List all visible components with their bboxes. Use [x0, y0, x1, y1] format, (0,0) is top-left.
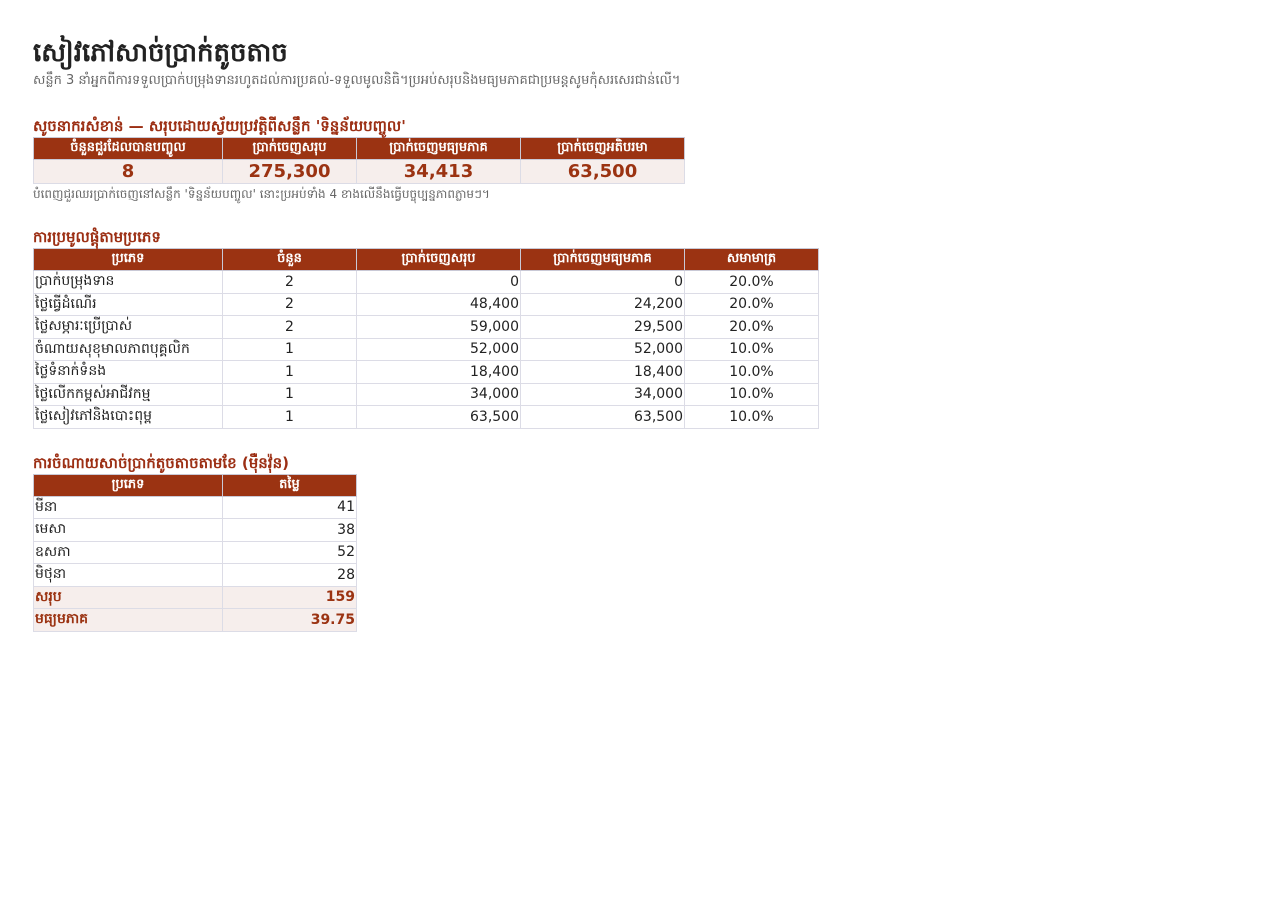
category-cell-count[interactable]: 1	[223, 406, 357, 429]
monthly-header-value[interactable]: តម្លៃ	[223, 474, 357, 496]
monthly-section	[33, 453, 819, 632]
category-cell-ratio[interactable]: 20.0%	[685, 293, 819, 316]
category-cell-average[interactable]: 0	[521, 271, 685, 294]
category-header-type[interactable]: ប្រភេទ	[34, 249, 223, 271]
kpi-header-max-out[interactable]: ប្រាក់ចេញអតិបរមា	[521, 138, 685, 160]
category-cell-count[interactable]: 2	[223, 316, 357, 339]
monthly-header-type[interactable]: ប្រភេទ	[34, 474, 223, 496]
kpi-header-total-out[interactable]: ប្រាក់ចេញសរុប	[223, 138, 357, 160]
kpi-note: បំពេញជួរឈរប្រាក់ចេញនៅសន្លឹក 'ទិន្នន័យបញ្ចូល' នោះប្រអប់ទាំង 4 ខាងលើនឹងធ្វើបច្ចុប្បន្នភាពភ្លាមៗ។	[33, 187, 490, 201]
monthly-cell-value[interactable]: 52	[223, 541, 357, 564]
table-row	[34, 361, 819, 384]
category-cell-total[interactable]: 48,400	[357, 293, 521, 316]
category-cell-average[interactable]: 63,500	[521, 406, 685, 429]
category-section	[33, 227, 819, 429]
category-cell-total[interactable]: 63,500	[357, 406, 521, 429]
monthly-header-row	[34, 474, 357, 496]
kpi-value-rows-entered[interactable]: 8	[34, 160, 223, 184]
kpi-header-average-out[interactable]: ប្រាក់ចេញមធ្យមភាគ	[357, 138, 521, 160]
category-cell-count[interactable]: 1	[223, 338, 357, 361]
category-cell-total[interactable]: 59,000	[357, 316, 521, 339]
category-cell-average[interactable]: 34,000	[521, 383, 685, 406]
monthly-cell-month[interactable]: មេសា	[34, 519, 223, 542]
category-section-title: ការប្រមូលផ្តុំតាមប្រភេទ	[33, 228, 161, 246]
kpi-value-max-out[interactable]: 63,500	[521, 160, 685, 184]
category-cell-type[interactable]: ថ្លៃធ្វើដំណើរ	[34, 293, 223, 316]
category-cell-average[interactable]: 29,500	[521, 316, 685, 339]
kpi-table	[33, 137, 685, 184]
monthly-cell-value[interactable]: 28	[223, 564, 357, 587]
monthly-total-value[interactable]: 159	[223, 586, 357, 609]
category-cell-total[interactable]: 0	[357, 271, 521, 294]
category-header-row	[34, 249, 819, 271]
category-cell-type[interactable]: ចំណាយសុខុមាលភាពបុគ្គលិក	[34, 338, 223, 361]
table-row	[34, 406, 819, 429]
category-cell-ratio[interactable]: 20.0%	[685, 316, 819, 339]
table-row	[34, 564, 357, 587]
category-header-total-out[interactable]: ប្រាក់ចេញសរុប	[357, 249, 521, 271]
table-row	[34, 338, 819, 361]
monthly-cell-month[interactable]: មិថុនា	[34, 564, 223, 587]
kpi-section-title: សូចនាករសំខាន់ — សរុបដោយស្វ័យប្រវត្តិពីសន្លឹក 'ទិន្នន័យបញ្ចូល'	[33, 117, 406, 135]
category-cell-average[interactable]: 52,000	[521, 338, 685, 361]
monthly-cell-month[interactable]: ឧសភា	[34, 541, 223, 564]
category-cell-ratio[interactable]: 10.0%	[685, 406, 819, 429]
category-cell-average[interactable]: 18,400	[521, 361, 685, 384]
monthly-average-value[interactable]: 39.75	[223, 609, 357, 632]
monthly-total-label[interactable]: សរុប	[34, 586, 223, 609]
monthly-table	[33, 474, 357, 632]
table-row	[34, 383, 819, 406]
monthly-average-row	[34, 609, 357, 632]
category-cell-average[interactable]: 24,200	[521, 293, 685, 316]
kpi-value-row	[34, 160, 685, 184]
page-title: សៀវភៅសាច់ប្រាក់តូចតាច	[33, 38, 288, 68]
category-cell-count[interactable]: 2	[223, 293, 357, 316]
category-header-count[interactable]: ចំនួន	[223, 249, 357, 271]
category-cell-ratio[interactable]: 10.0%	[685, 361, 819, 384]
kpi-section	[33, 116, 819, 202]
category-cell-count[interactable]: 2	[223, 271, 357, 294]
category-cell-total[interactable]: 18,400	[357, 361, 521, 384]
table-row	[34, 496, 357, 519]
category-cell-type[interactable]: ថ្លៃទំនាក់ទំនង	[34, 361, 223, 384]
monthly-cell-value[interactable]: 38	[223, 519, 357, 542]
category-cell-ratio[interactable]: 10.0%	[685, 383, 819, 406]
category-cell-ratio[interactable]: 10.0%	[685, 338, 819, 361]
kpi-header-rows-entered[interactable]: ចំនួនជួរដែលបានបញ្ចូល	[34, 138, 223, 160]
table-row	[34, 316, 819, 339]
category-cell-ratio[interactable]: 20.0%	[685, 271, 819, 294]
category-cell-count[interactable]: 1	[223, 383, 357, 406]
category-header-ratio[interactable]: សមាមាត្រ	[685, 249, 819, 271]
kpi-value-total-out[interactable]: 275,300	[223, 160, 357, 184]
kpi-header-row	[34, 138, 685, 160]
category-cell-total[interactable]: 52,000	[357, 338, 521, 361]
category-cell-type[interactable]: ប្រាក់បម្រុងទាន	[34, 271, 223, 294]
table-row	[34, 519, 357, 542]
monthly-section-title: ការចំណាយសាច់ប្រាក់តូចតាចតាមខែ (ម៉ឺនវ៉ុន)	[33, 453, 289, 472]
category-header-average-out[interactable]: ប្រាក់ចេញមធ្យមភាគ	[521, 249, 685, 271]
monthly-average-label[interactable]: មធ្យមភាគ	[34, 609, 223, 632]
table-row	[34, 271, 819, 294]
category-table	[33, 248, 819, 429]
category-cell-type[interactable]: ថ្លៃសៀវភៅនិងបោះពុម្ព	[34, 406, 223, 429]
page-subtitle: សន្លឹក 3 នាំអ្នកពីការទទួលប្រាក់បម្រុងទានរហូតដល់ការប្រគល់-ទទួលមូលនិធិ។ប្រអប់សរុបនិងមធ្យមភាគជាប្រមន្តសូមកុំសរសេរជាន់លើ។	[33, 73, 681, 88]
category-cell-total[interactable]: 34,000	[357, 383, 521, 406]
monthly-cell-value[interactable]: 41	[223, 496, 357, 519]
table-row	[34, 293, 819, 316]
monthly-cell-month[interactable]: មីនា	[34, 496, 223, 519]
table-row	[34, 541, 357, 564]
category-cell-type[interactable]: ថ្លៃសម្ភារៈប្រើប្រាស់	[34, 316, 223, 339]
kpi-value-average-out[interactable]: 34,413	[357, 160, 521, 184]
category-cell-count[interactable]: 1	[223, 361, 357, 384]
category-cell-type[interactable]: ថ្លៃលើកកម្ពស់អាជីវកម្ម	[34, 383, 223, 406]
report-sheet	[33, 36, 819, 632]
monthly-total-row	[34, 586, 357, 609]
